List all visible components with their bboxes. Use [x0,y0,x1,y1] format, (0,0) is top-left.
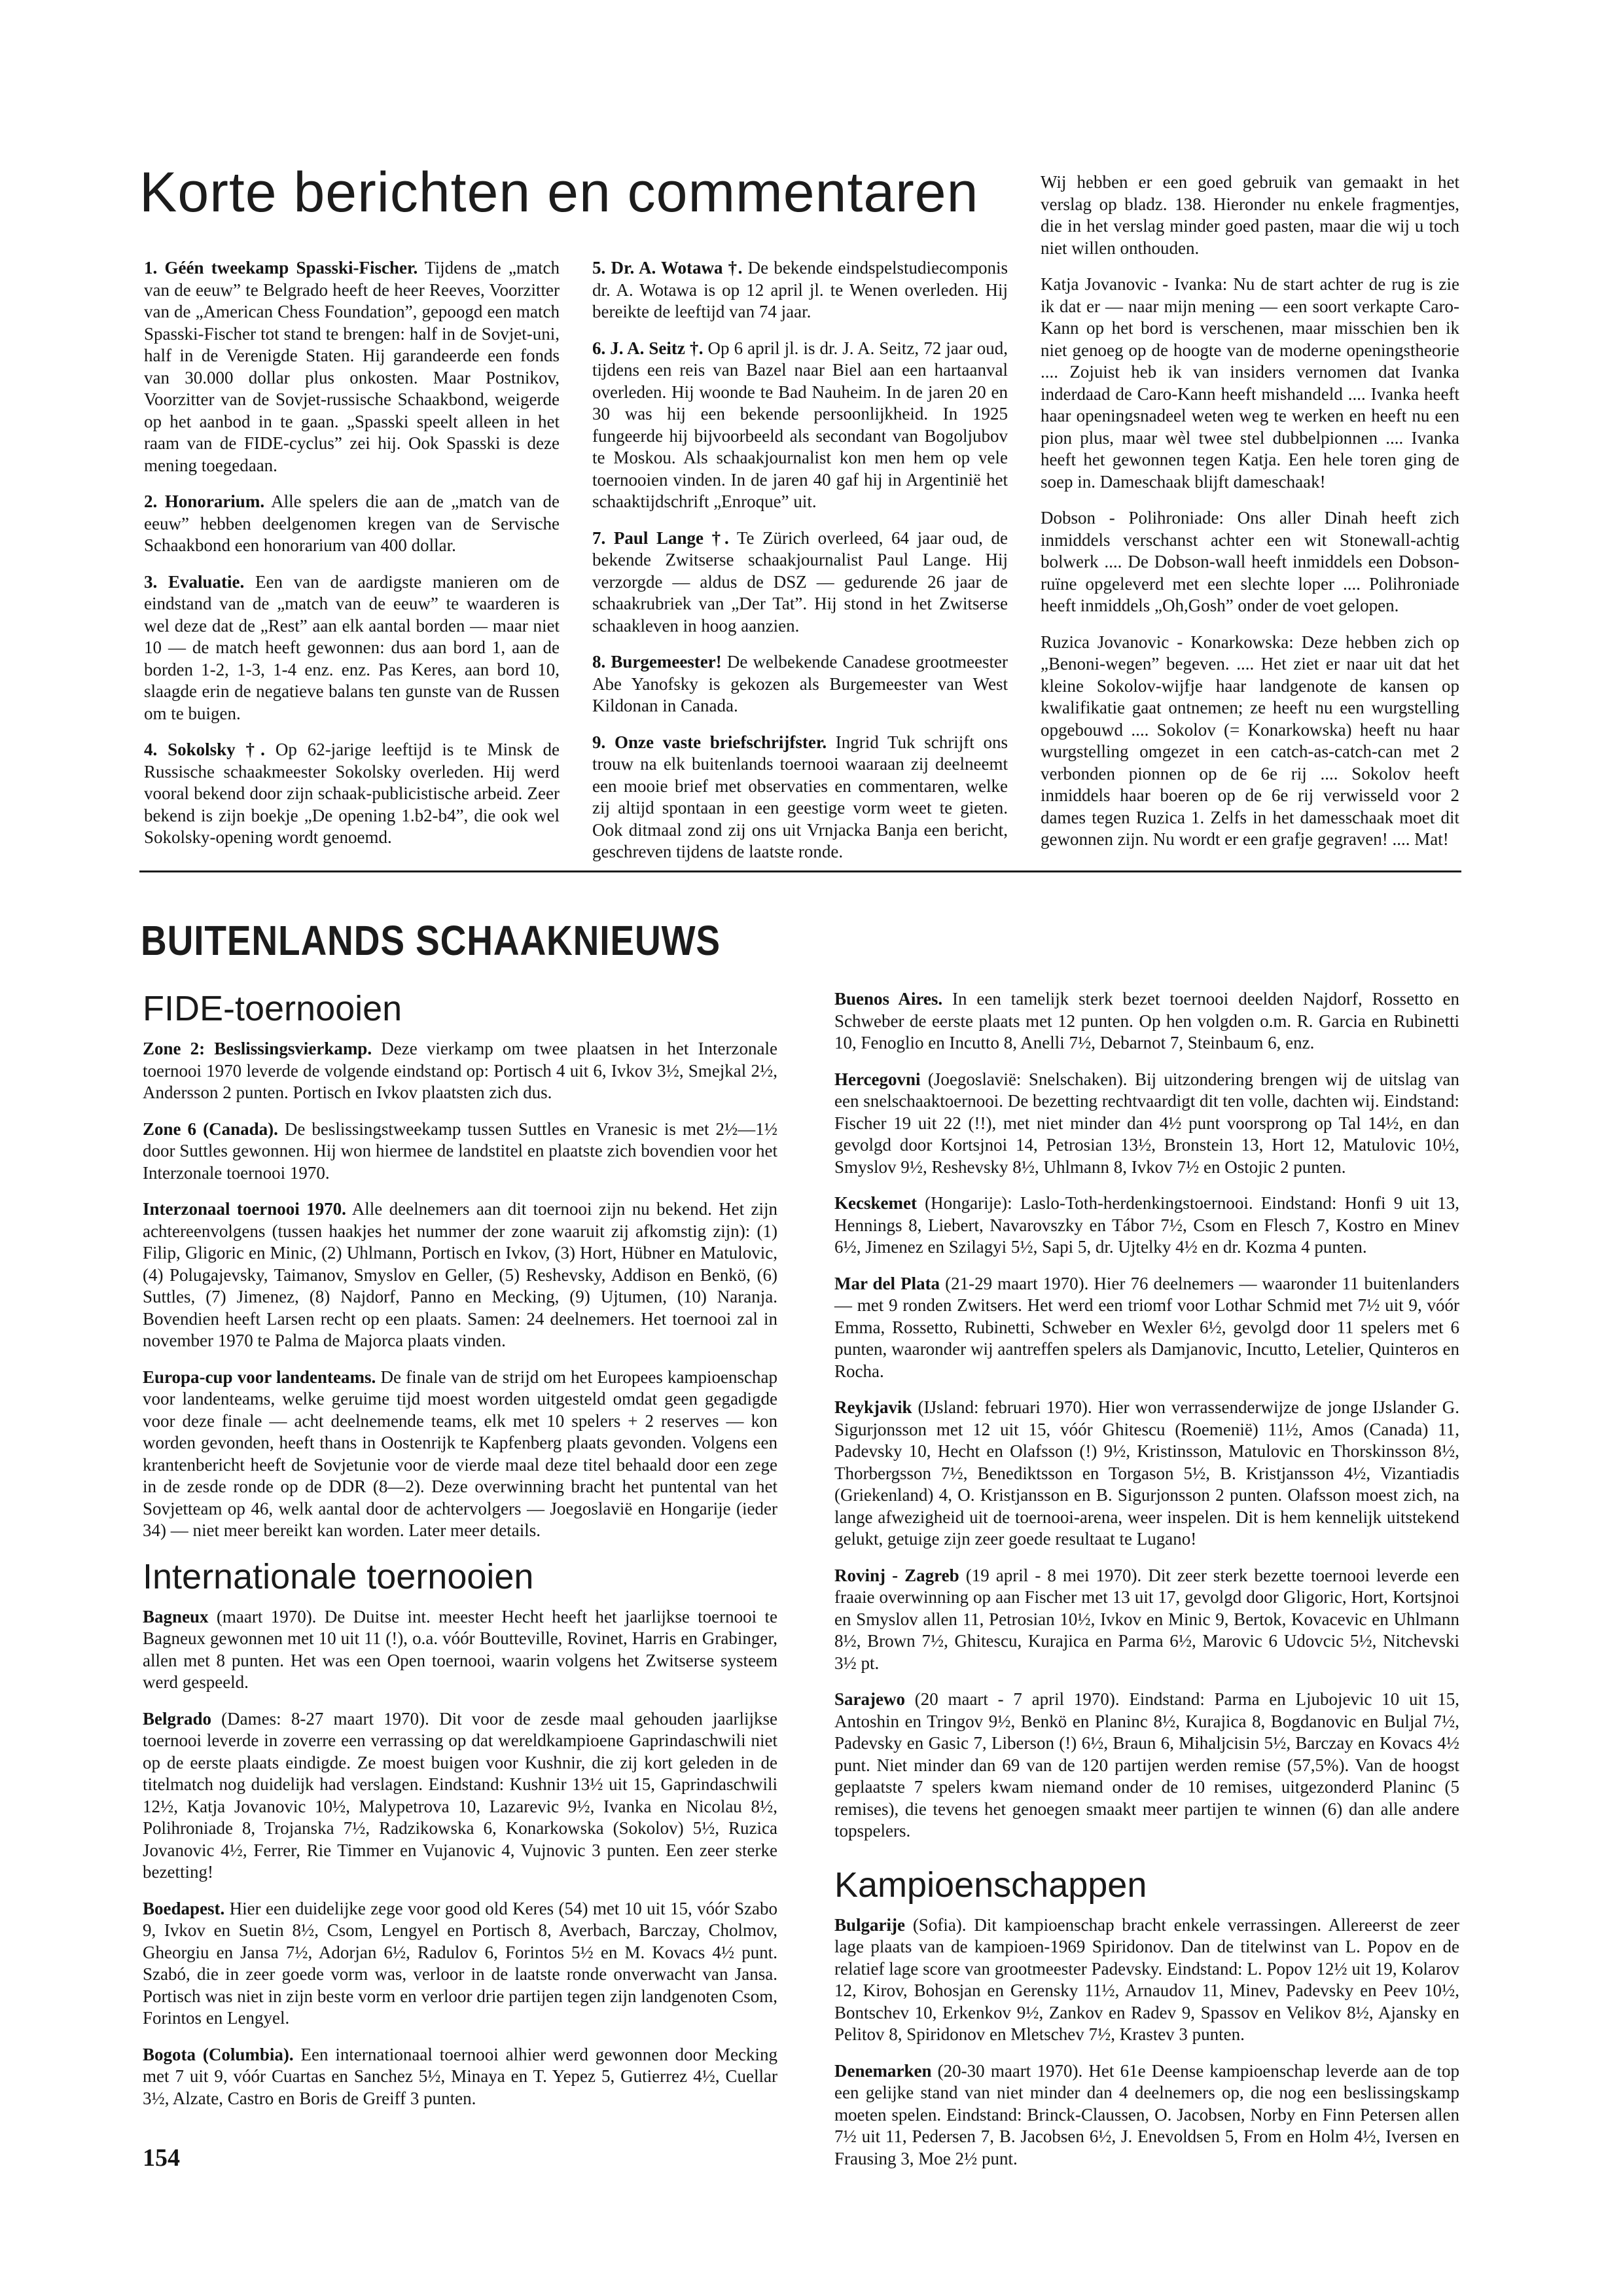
report-item-text: De finale van de strijd om het Europees kampioenschap voor landenteams, welke geruime tijd moest worden uitgesteld omdat geen gegadigde voor deze finale — acht deelnemende teams, elk met 10 spelers + 2 reserves — kon worden gevonden, heeft thans in Oostenrijk te Kapfenberg plaats gevonden. Volgens een krantenbericht heeft de Sovjetunie voor de vierde maal deze titel behaald door een zege in de zesde ronde op de DDR (8—2). Deze overwinning bracht het puntental van het Sovjetteam op 46, welk aantal door de achtervolgers — Joegoslavië en Hongarije (ieder 34) — niet meer bereikt kan worden. Later meer details. [143,1367,777,1540]
report-item [143,1606,777,1694]
section-title: BUITENLANDS SCHAAKNIEUWS [141,917,721,964]
news-item-label: 3. Evaluatie. [144,571,245,592]
report-item-text: In een tamelijk sterk bezet toernooi deelden Najdorf, Rossetto en Schweber de eerste plaats met 12 punten. Op hen volgden o.m. R. Garcia en Rubinetti 10, Fenoglio en Incutto 8, Anelli 7½, Debarnot 7, Steinbaum 6, enz. [834,989,1460,1052]
buitenlands-right-column [834,988,1459,2184]
buitenlands-left-column [143,988,777,2124]
report-item-label: Boedapest. [143,1898,225,1918]
kamp-items [834,1914,1459,2170]
report-item [834,1565,1459,1675]
report-item-label: Hercegovni [834,1069,921,1089]
section-divider [139,870,1461,872]
korte-column-2 [592,257,1008,878]
report-item-label: Bagneux [143,1606,209,1626]
fide-items [143,1038,777,1542]
report-item-label: Bulgarije [834,1914,905,1935]
report-item [143,1898,777,2030]
report-item-text: (Dames: 8-27 maart 1970). Dit voor de zesde maal gehouden jaarlijkse toernooi leverde in zoverre een verrassing op dat wereldkampioene Gaprindaschwili niet op de eerste plaats eindigde. Ze moest buigen voor Kushnir, die zij kort geleden in de titelmatch nog duidelijk had verslagen. Eindstand: Kushnir 13½ uit 15, Gaprindaschwili 12½, Katja Jovanovic 10½, Malypetrova 10, Lazarevic 9½, Ivanka en Nicolau 8½, Polihroniade 8, Trojanska 7½, Radzikowska 6, Konarkowska (Sokolov) 5½, Ruzica Jovanovic 4½, Ferrer, Rie Timmer en Vujanovic 4, Vujnovic 3 punten. Een zeer sterke bezetting! [143,1708,777,1882]
news-item-text: Op 62-jarige leeftijd is te Minsk de Russische schaakmeester Sokolsky overleden. Hij werd vooral bekend door zijn schaak-publicistische arbeid. Zeer bekend is zijn boekje „De opening 1.b2-b4”, die ook wel Sokolsky-opening wordt genoemd. [144,740,560,847]
report-item-label: Kecskemet [834,1193,917,1213]
news-item-label: 4. Sokolsky †. [144,740,265,759]
news-item-text: Te Zürich overleed, 64 jaar oud, de bekende Zwitserse schaakjournalist Paul Lange. Hij verzorgde — aldus de DSZ — gedurende 26 jaar de schaakrubriek van „Der Tat”. Hij stond in het Zwitserse schaakleven in hoog aanzien. [592,528,1008,636]
report-item-text: (Hongarije): Laslo-Toth-herdenkingstoernooi. Eindstand: Honfi 9 uit 13, Hennings 8, Liebert, Navarovszky en Tábor 7½, Csom en Flesch 7, Kostro en Minev 6½, Jimenez en Szilagyi 5½, Sapi 5, dr. Ujtelky 4½ en dr. Kozma 4 punten. [834,1193,1459,1257]
page-heading: Korte berichten en commentaren [139,161,979,224]
report-item-label: Rovinj - Zagreb [834,1565,959,1585]
report-item-label: Sarajewo [834,1689,905,1709]
news-item [592,257,1008,323]
korte-column-3 [1041,171,1459,865]
report-item [834,988,1459,1054]
report-item-text: Alle deelnemers aan dit toernooi zijn nu bekend. Het zijn achtereenvolgens (tussen haakjes het nummer der zone waaruit zij afkomstig zijn): (1) Filip, Gligoric en Minic, (2) Uhlmann, Portisch en Ivkov, (3) Hort, Hübner en Matulovic, (4) Polugajevsky, Taimanov, Smyslov en Geller, (5) Reshevsky, Addison en Benkö, (6) Suttles, (7) Jimenez, (8) Najdorf, Panno en Mecking, (9) Ujtumen, (10) Naranja. Bovendien heeft Larsen recht op een plaats. Samen: 24 deelnemers. Het toernooi zal in november 1970 te Palma de Majorca plaats vinden. [143,1199,777,1350]
news-item-label: 2. Honorarium. [144,492,265,511]
news-item [144,739,560,849]
report-item-text: (Joegoslavië: Snelschaken). Bij uitzondering brengen wij de uitslag van een snelschaaktoernooi. De bezetting rechtvaardigt dit ten volle, dachten wij. Eindstand: Fischer 19 uit 22 (!!), met niet minder dan 4½ punt voorsprong op Tal 14½, en dan gevolgd door Kortsjnoi 14, Petrosian 13½, Bronstein 13, Hort 12, Matulovic 10½, Smyslov 9½, Reshevsky 8½, Uhlmann 8, Ivkov 7½ en Ostojic 2 punten. [834,1069,1459,1177]
news-item [144,257,560,476]
report-item-label: Mar del Plata [834,1273,940,1293]
news-item-label: 8. Burgemeester! [592,652,722,672]
report-item [143,1708,777,1884]
report-item [834,1914,1459,2046]
report-item-text: (IJsland: februari 1970). Hier won verrassenderwijze de jonge IJslander G. Sigurjonsson met 12 uit 15, vóór Ghitescu (Roemenië) 11½, Amos (Canada) 11, Padevsky 10, Hecht en Olafsson (!) 9½, Kristinsson, Matulovic en Thorskinsson 8½, Thorbergsson 7½, Benediktsson en Torgason 5½, B. Kristjansson 4½, Vizantiadis (Griekenland) 4, O. Kristjansson en B. Sigurjonsson 2 punten. Olafsson moest zich, na lange afwezigheid uit de toernooi-arena, weer inspelen. Dit is hem kennelijk uitstekend gelukt, getuige zijn zeer goede resultaat te Lugano! [834,1397,1459,1549]
letter-paragraph: Wij hebben er een goed gebruik van gemaakt in het verslag op bladz. 138. Hieronder nu enkele fragmentjes, die in het verslag minder goed pasten, maar die wij u toch niet willen onthouden. [1041,172,1459,258]
report-item-label: Belgrado [143,1708,211,1729]
report-item-text: Hier een duidelijke zege voor good old Keres (54) met 10 uit 15, vóór Szabo 9, Ivkov en Suetin 8½, Csom, Lengyel en Portisch 8, Averbach, Barczay, Cholmov, Gheorgiu en Jansa 7½, Adorjan 6½, Radulov 6, Forintos 5½ en M. Kovacs 4½ punt. Szabó, die in zeer goede vorm was, verloor in de laatste ronde onverwacht van Jansa. Portisch was niet in zijn beste vorm en verloor drie partijen tegen zijn landgenoten Csom, Forintos en Lengyel. [143,1898,777,2028]
report-item [143,1119,777,1185]
letter-paragraph: Dobson - Polihroniade: Ons aller Dinah heeft zich inmiddels verschanst achter een wit Stonewall-achtig bolwerk .... De Dobson-wall heeft inmiddels een Dobson-ruïne opgeleverd met een slechte loper .... Polihroniade heeft inmiddels „Oh,Gosh” onder de voet gelopen. [1041,508,1459,615]
news-item-label: 1. Géén tweekamp Spasski-Fischer. [144,258,418,278]
report-item-text: Een internationaal toernooi alhier werd gewonnen door Mecking met 7 uit 9, vóór Cuartas en Sanchez 5½, Minaya en T. Yepez 5, Gutierrez 4½, Cuellar 3½, Alzate, Castro en Boris de Greiff 3 punten. [143,2044,777,2108]
news-item-label: 6. J. A. Seitz †. [592,338,704,358]
subheading-internationale: Internationale toernooien [143,1556,534,1596]
page-number: 154 [143,2144,180,2172]
report-item-label: Zone 2: Beslissingsvierkamp. [143,1039,372,1058]
report-item-label: Bogota (Columbia). [143,2044,294,2064]
news-item [592,732,1008,863]
news-item-text: Tijdens de „match van de eeuw” te Belgrado heeft de heer Reeves, Voorzitter van de „American Chess Foundation”, gepoogd een match Spasski-Fischer tot stand te brengen: half in de Sovjet-uni, half in de Verenigde Staten. Hij garandeerde een fonds van 30.000 dollar plus onkosten. Maar Postnikov, Voorzitter van de Sovjet-russische Schaakbond, weigerde op het aanbod in te gaan. „Spasski speelt alleen in het raam van de FIDE-cyclus” zei hij. Ook Spasski is deze mening toegedaan. [144,258,560,475]
news-item-label: 7. Paul Lange †. [592,528,729,548]
report-item-label: Zone 6 (Canada). [143,1119,278,1139]
report-item [834,2060,1459,2170]
report-item-label: Reykjavik [834,1397,912,1417]
report-item [834,1273,1459,1383]
news-item [592,651,1008,717]
subheading-fide: FIDE-toernooien [143,989,402,1028]
news-item-text: De welbekende Canadese grootmeester Abe Yanofsky is gekozen als Burgemeester van West Kildonan in Canada. [592,652,1008,715]
news-item-text: Op 6 april jl. is dr. J. A. Seitz, 72 jaar oud, tijdens een reis van Bazel naar Biel aan een hartaanval overleden. Hij woonde te Bad Nauheim. In de jaren 20 en 30 was hij een bekende persoonlijkheid. In 1925 fungeerde hij bijvoorbeeld als secondant van Bogoljubov te Moskou. Als schaakjournalist kon men hem op vele toernooien vinden. In de jaren 40 gaf hij in Argentinië het schaaktijdschrift „Enroque” uit. [592,338,1008,511]
report-item [834,1689,1459,1842]
report-item-text: (Sofia). Dit kampioenschap bracht enkele verrassingen. Allereerst de zeer lage plaats van de kampioen-1969 Spiridonov. Dan de titelwinst van L. Popov en de relatief lage score van grootmeester Padevsky. Eindstand: L. Popov 12½ uit 19, Kolarov 12, Kirov, Bohosjan en Gerensky 11½, Arnaudov 11, Minev, Padevsky en Peev 10½, Bontschev 10, Erkenkov 9½, Zankov en Radev 9, Spassov en Velikov 8½, Ajansky en Pelitov 8, Spiridonov en Mletschev 7½, Krastev 3 punten. [834,1914,1459,2044]
report-item [834,1193,1459,1259]
report-item-label: Denemarken [834,2060,932,2081]
report-item [143,1198,777,1352]
report-item-text: Deze vierkamp om twee plaatsen in het Interzonale toernooi 1970 leverde de volgende eindstand op: Portisch 4 uit 6, Ivkov 3½, Smejkal 2½, Andersson 2 punten. Portisch en Ivkov plaatsten zich dus. [143,1039,777,1102]
news-item [592,338,1008,513]
news-item-label: 9. Onze vaste briefschrijfster. [592,732,827,752]
news-item-text: Ingrid Tuk schrijft ons trouw na elk buitenlands toernooi waaraan zij deelneemt een mooie brief met observaties en commentaren, welke zij altijd spontaan in een geestige vorm weet te gieten. Ook ditmaal zond zij ons uit Vrnjacka Banja een bericht, geschreven tijdens de laatste ronde. [592,732,1008,861]
report-item-text: (maart 1970). De Duitse int. meester Hecht heeft het jaarlijkse toernooi te Bagneux gewonnen met 10 uit 11 (!), o.a. vóór Boutteville, Rovinet, Harris en Grabinger, allen met 8 punten. Het was een Open toernooi, waarin volgens het Zwitserse systeem werd gespeeld. [143,1606,777,1692]
intl-items [143,1606,777,2110]
news-item [144,571,560,725]
report-item-text: (21-29 maart 1970). Hier 76 deelnemers — waaronder 11 buitenlanders — met 9 ronden Zwitsers. Het werd een triomf voor Lothar Schmid met 7½ uit 9, vóór Emma, Rossetto, Rubinetti, Schweber en Wexler 6½, gevolgd door 11 spelers met 6 punten, waaronder wij aantreffen spelers als Damjanovic, Incutto, Letelier, Quinteros en Rocha. [834,1273,1460,1381]
report-item-text: De beslissingstweekamp tussen Suttles en Vranesic is met 2½—1½ door Suttles gewonnen. Hij won hiermee de landstitel en plaatste zich bovendien voor het Interzonale toernooi 1970. [143,1119,777,1183]
news-item [592,528,1008,637]
report-item-label: Europa-cup voor landenteams. [143,1367,376,1387]
news-item-text: Een van de aardigste manieren om de eindstand van de „match van de eeuw” te waarderen is wel deze dat de „Rest” aan elk aantal borden — maar niet 10 — de match heeft gewonnen: dus aan bord 1, aan de borden 1-2, 1-3, 1-4 enz. enz. Pas Keres, aan bord 10, slaagde erin de negatieve balans ten gunste van de Russen om te buigen. [144,571,560,723]
report-item-label: Interzonaal toernooi 1970. [143,1199,346,1219]
report-item [834,1397,1459,1551]
report-item-label: Buenos Aires. [834,989,943,1009]
letter-paragraph: Katja Jovanovic - Ivanka: Nu de start achter de rug is zie ik dat er — naar mijn mening — een soort verkapte Caro-Kann op het bord is verschenen, maar misschien ben ik niet genoeg op de hoogte van de moderne openingstheorie .... Zojuist heb ik van insiders vernomen dat Ivanka inderdaad de Caro-Kann heeft mishandeld .... Ivanka heeft haar openingsnadeel weten weg te werken en heeft nu een pion plus, maar wèl twee stel dubbelpionnen .... Ivanka heeft het gewonnen tegen Katja. Een hele toren ging de soep in. Dameschaak blijft dameschaak! [1041,274,1459,492]
news-item-text: De bekende eindspelstudiecomponis dr. A. Wotawa is op 12 april jl. te Wenen overleden. Hij bereikte de leeftijd van 74 jaar. [592,258,1008,321]
subheading-kampioenschappen: Kampioenschappen [834,1865,1147,1905]
letter-paragraph: Ruzica Jovanovic - Konarkowska: Deze hebben zich op „Benoni-wegen” begeven. .... Het ziet er naar uit dat het kleine Sokolov-wijfje haar landgenote de kansen op kwalifikatie gaat ontnemen; ze heeft nu een wurgstelling opgebouwd .... Sokolov (= Konarkowska) heeft nu haar wurgstelling omgezet in een catch-as-catch-can met 2 verbonden pionnen op de 6e rij .... Sokolov heeft inmiddels haar boeren op de 6e rij verwisseld voor 2 dames tegen Ruzica 1. Zelfs in het damesschaak moet dit gewonnen zijn. Nu wordt er een grafje gegraven! .... Mat! [1041,632,1459,849]
korte-column-1 [144,257,560,863]
report-item [143,1367,777,1542]
report-item-text: (19 april - 8 mei 1970). Dit zeer sterk bezette toernooi leverde een fraaie overwinning op aan Fischer met 13 uit 17, gevolgd door Gligoric, Hort, Kortsjnoi en Smyslov allen 11, Petrosian 10½, Ivkov en Minic 9, Bertok, Kovacevic en Uhlmann 8½, Brown 7½, Ghitescu, Kurajica en Parma 6½, Marovic 6 Udovcic 5½, Nitchevski 3½ pt. [834,1565,1459,1673]
report-item-text: (20-30 maart 1970). Het 61e Deense kampioenschap leverde aan de top een gelijke stand van niet minder dan 4 deelnemers op, die nog een beslissingskamp moeten spelen. Eindstand: Brinck-Claussen, O. Jacobsen, Norby en Finn Petersen allen 7½ uit 11, Pedersen 7, B. Jacobsen 6½, J. Enevoldsen 5, From en Holm 4½, Iversen en Frausing 3, Moe 2½ punt. [834,2060,1459,2168]
report-item [143,1038,777,1104]
report-item [143,2044,777,2110]
report-item-text: (20 maart - 7 april 1970). Eindstand: Parma en Ljubojevic 10 uit 15, Antoshin en Tringov 9½, Benkö en Planinc 8½, Kurajica 8, Bogdanovic en Buljal 7½, Padevsky en Gasic 7, Liberson (!) 6½, Braun 6, Mihaljcisin 5½, Barczay en Kovacs 4½ punt. Niet minder dan 69 van de 120 partijen werden remise (57,5%). Van de hoogst geplaatste 7 spelers kwam niemand onder de 10 remises, uitgezonderd Planinc (5 remises), die tevens het genoegen smaakt meer partijen te winnen (6) dan alle andere topspelers. [834,1689,1459,1840]
news-item-text: Alle spelers die aan de „match van de eeuw” hebben deelgenomen kregen van de Servische Schaakbond een honorarium van 400 dollar. [144,492,560,555]
right-items [834,988,1459,1842]
report-item [834,1069,1459,1179]
news-item [144,491,560,557]
news-item-label: 5. Dr. A. Wotawa †. [592,258,743,278]
